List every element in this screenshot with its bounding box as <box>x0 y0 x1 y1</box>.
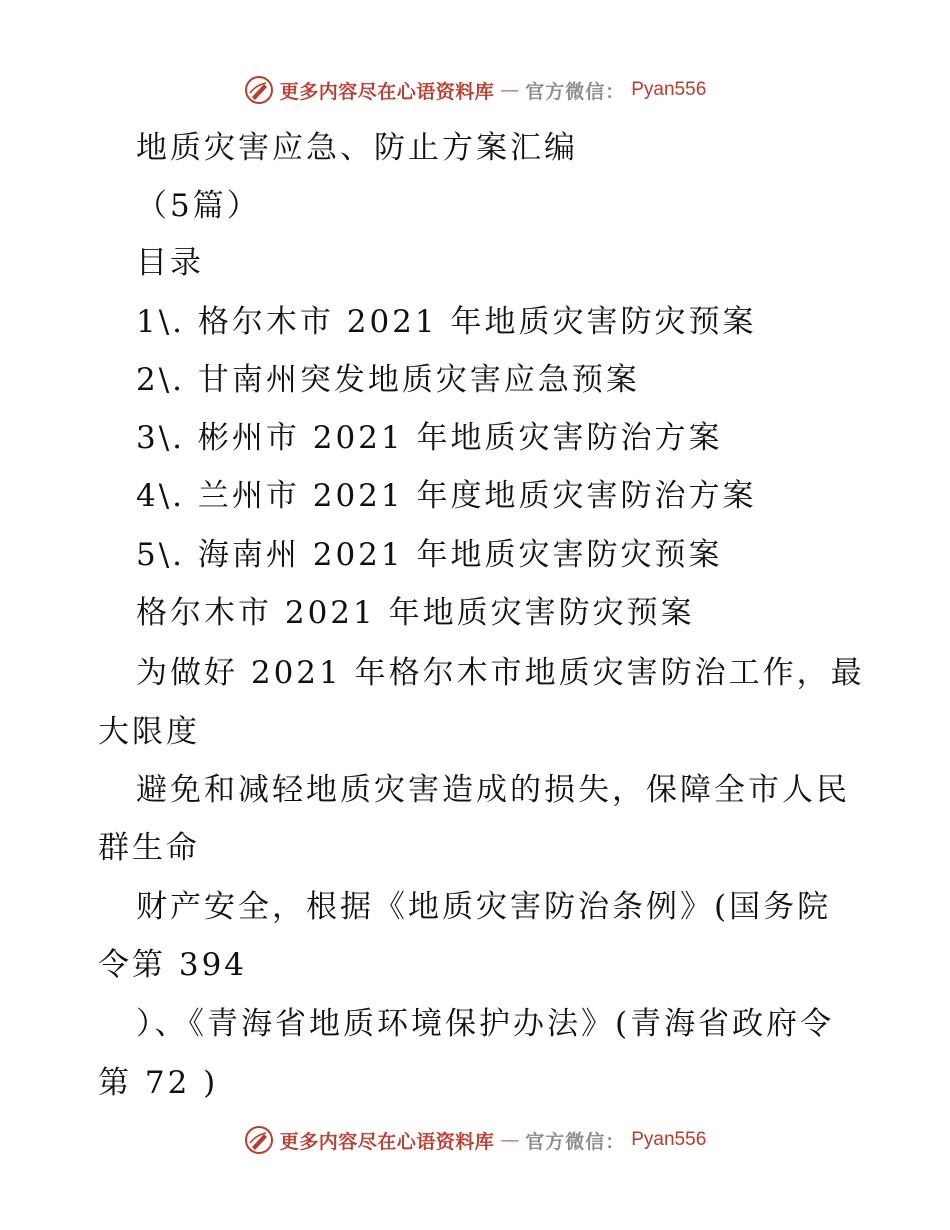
banner-dash: — <box>500 79 520 101</box>
footer-banner <box>0 1122 950 1158</box>
toc-item: 5\. 海南州 2021 年地质灾害防灾预案 <box>136 537 723 573</box>
banner-dash: — <box>500 1129 520 1151</box>
document-title: 地质灾害应急、防止方案汇编 <box>136 130 578 166</box>
toc-item: 1\. 格尔木市 2021 年地质灾害防灾预案 <box>136 304 757 340</box>
banner-official-label: 官方微信： <box>525 80 626 103</box>
body-line: 第 72 ) <box>98 1065 219 1101</box>
body-line: 大限度 <box>98 714 200 750</box>
toc-heading: 目录 <box>136 245 204 281</box>
toc-item: 2\. 甘南州突发地质灾害应急预案 <box>136 362 640 398</box>
section-title: 格尔木市 2021 年地质灾害防灾预案 <box>136 595 695 631</box>
banner-main-text: 更多内容尽在心语资料库 <box>279 1130 495 1153</box>
banner-main-text: 更多内容尽在心语资料库 <box>279 80 495 103</box>
body-line: 群生命 <box>98 830 200 866</box>
banner-wechat-id: Pyan556 <box>631 79 707 100</box>
body-line: 财产安全，根据《地质灾害防治条例》(国务院 <box>136 889 832 925</box>
body-line: 令第 394 <box>98 947 248 983</box>
banner-wechat-id: Pyan556 <box>631 1129 707 1150</box>
document-count: （5篇） <box>136 188 261 224</box>
toc-item: 4\. 兰州市 2021 年度地质灾害防治方案 <box>136 478 757 514</box>
toc-item: 3\. 彬州市 2021 年地质灾害防治方案 <box>136 420 723 456</box>
body-line: ）、《青海省地质环境保护办法》(青海省政府令 <box>136 1006 835 1042</box>
body-line: 为做好 2021 年格尔木市地质灾害防治工作，最 <box>136 655 865 691</box>
banner-official-label: 官方微信： <box>525 1130 626 1153</box>
quill-logo-icon <box>244 1125 274 1155</box>
quill-logo-icon <box>244 75 274 105</box>
header-banner <box>0 72 950 108</box>
body-line: 避免和减轻地质灾害造成的损失，保障全市人民 <box>136 772 850 808</box>
